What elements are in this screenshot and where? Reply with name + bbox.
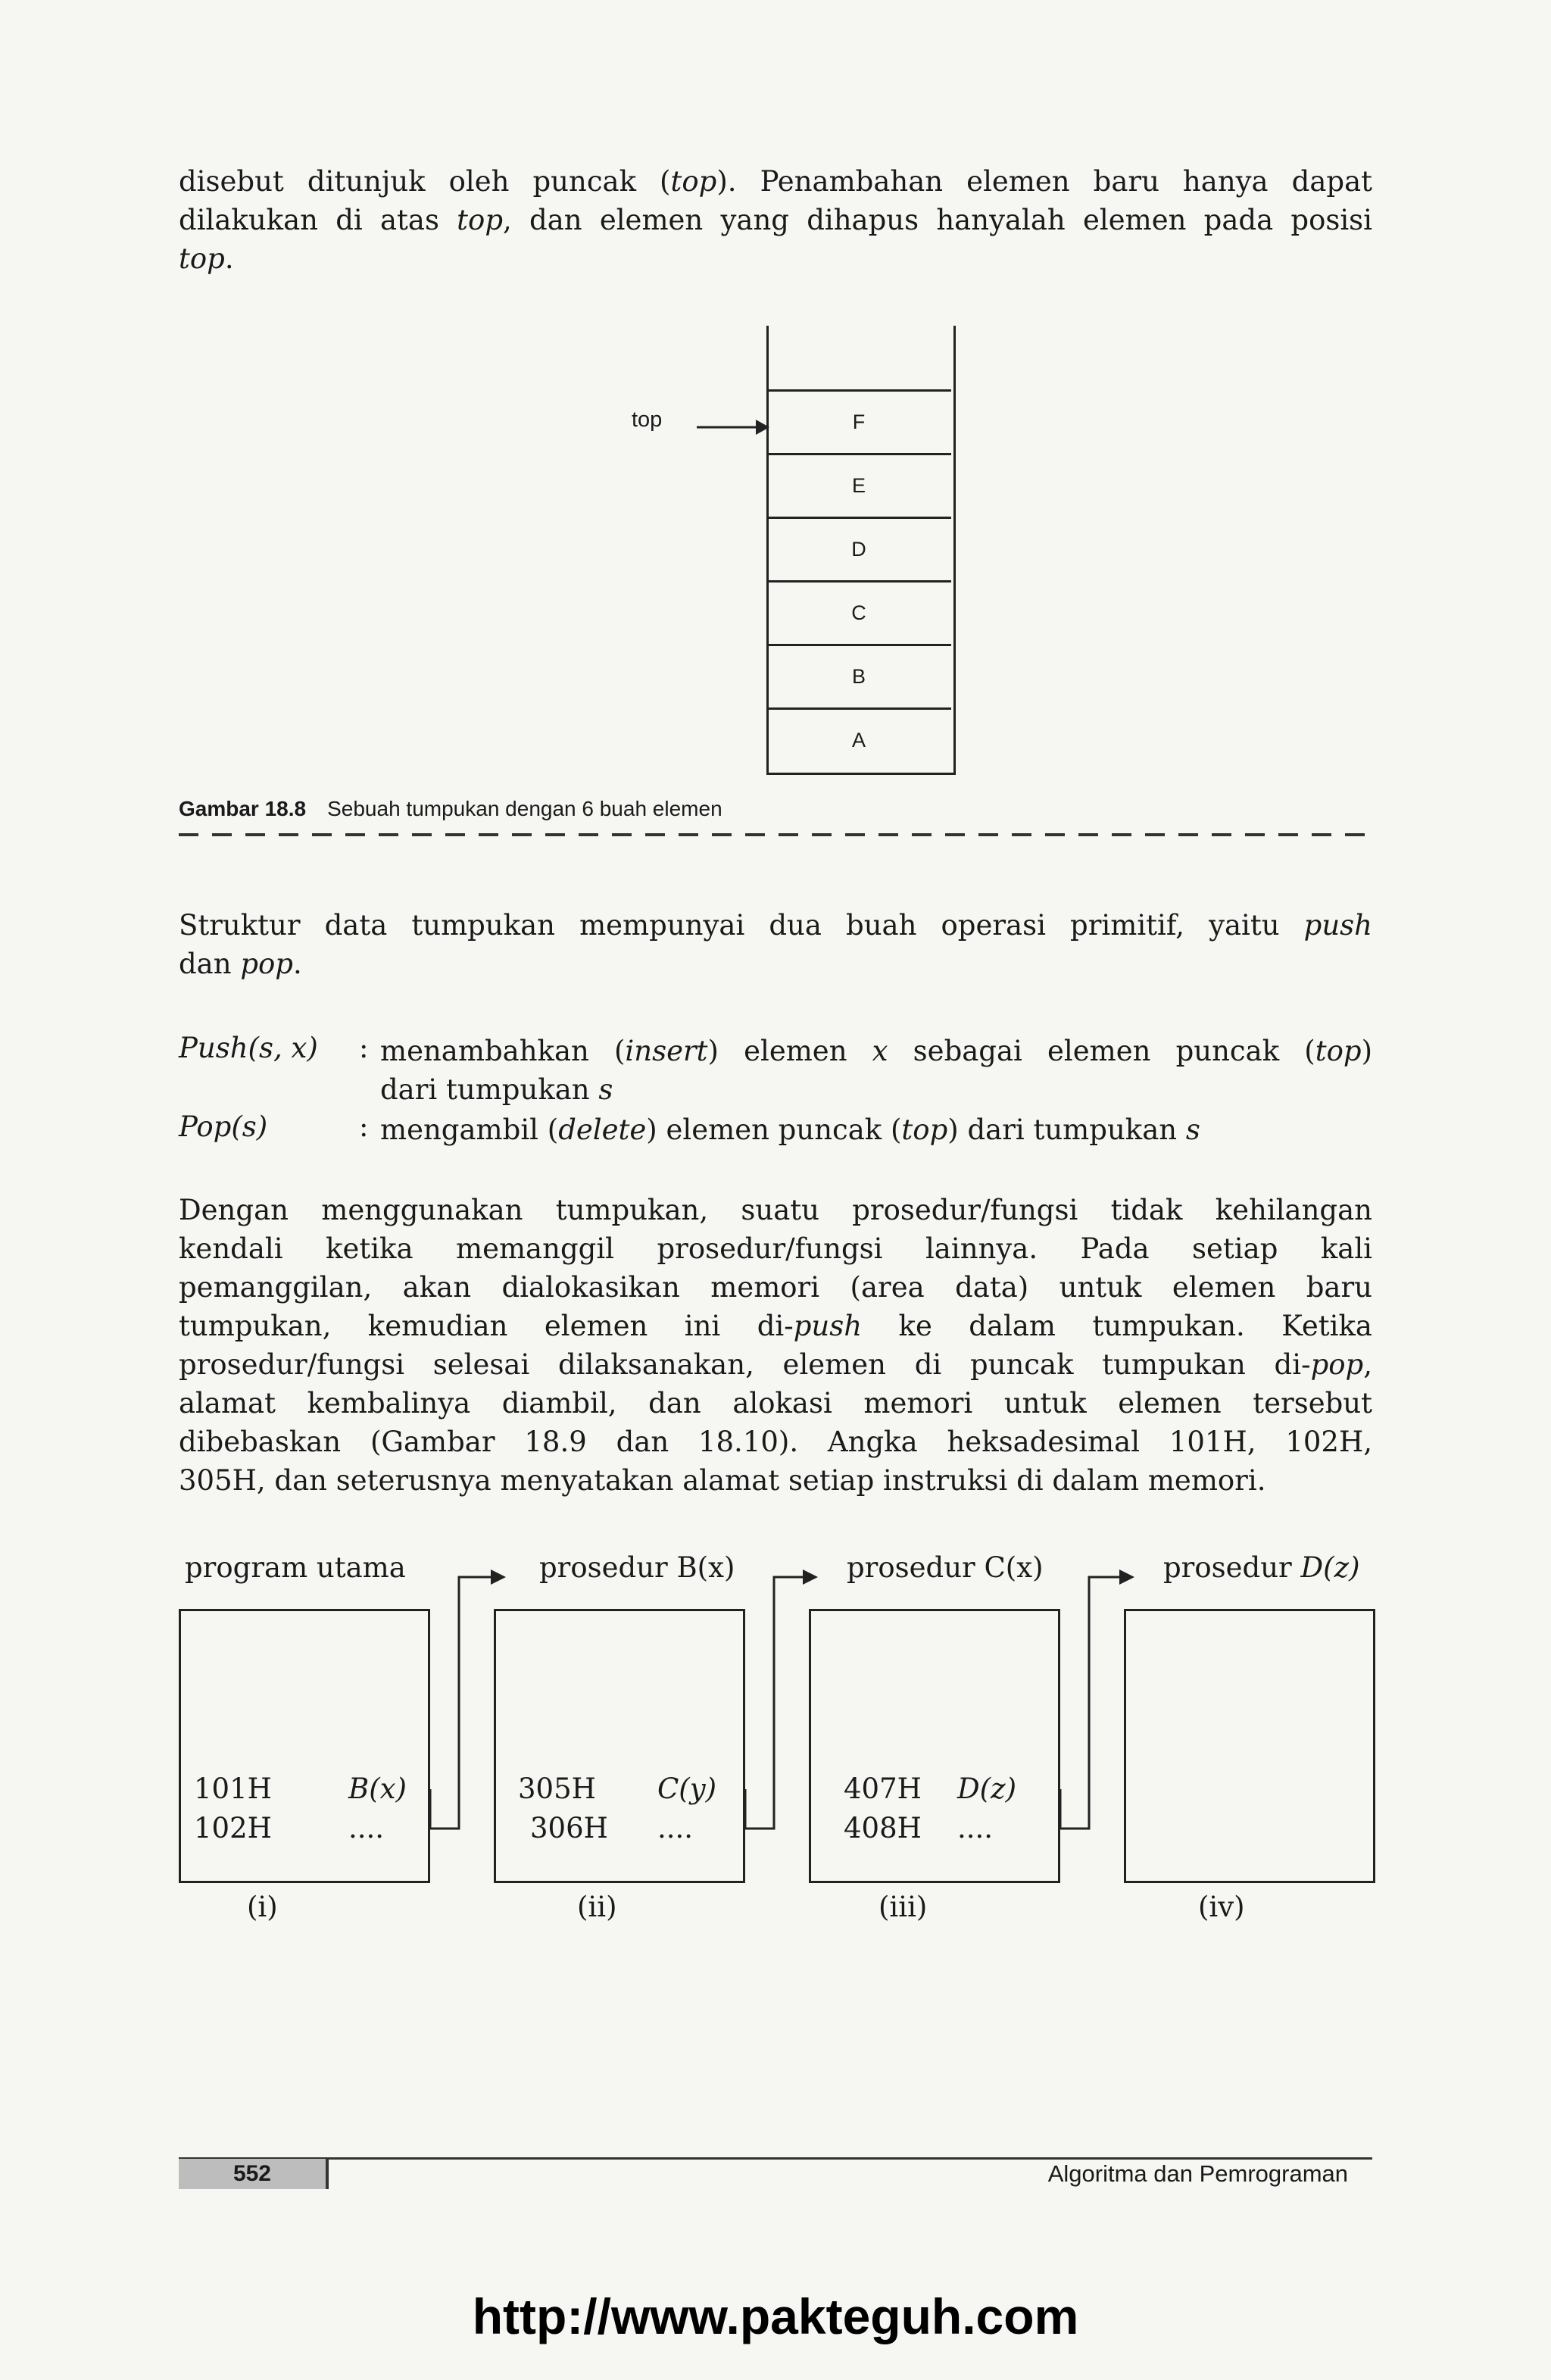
call-bx: B(x): [348, 1773, 407, 1805]
caption-number: Gambar 18.8: [179, 797, 307, 820]
pop-colon: :: [359, 1110, 369, 1143]
book-title: Algoritma dan Pemrograman: [1047, 2160, 1348, 2187]
pop-term: Pop(s): [179, 1110, 268, 1143]
top-pointer-arrow-icon: [697, 415, 769, 438]
stack-cell-d: D: [766, 517, 951, 580]
arrow-to-c-icon: [803, 1569, 818, 1585]
dengan-line-1: Dengan menggunakan tumpukan, suatu prosedur/fungsi tidak kehilangan: [179, 1194, 1372, 1226]
dengan-line-4: tumpukan, kemudian elemen ini di-push ke dalam tumpukan. Ketika: [179, 1310, 1372, 1342]
dots-b: ....: [657, 1812, 694, 1844]
top-pointer-label: top: [632, 408, 663, 432]
intro-line-2: dilakukan di atas top, dan elemen yang dihapus hanyalah elemen pada posisi: [179, 204, 1372, 236]
push-desc-line-1: menambahkan (insert) elemen x sebagai elemen puncak (top): [380, 1035, 1372, 1067]
figure-caption: [179, 797, 722, 821]
addr-408h: 408H: [844, 1812, 922, 1844]
struktur-line-1: Struktur data tumpukan mempunyai dua buah operasi primitif, yaitu push: [179, 909, 1372, 942]
push-description: [380, 1032, 1372, 1109]
struktur-line-2: dan pop.: [179, 948, 302, 980]
proc-title-d: prosedur D(z): [1163, 1551, 1360, 1584]
intro-paragraph: [179, 162, 1372, 278]
caption-divider: [179, 833, 1372, 836]
intro-line-3: top.: [179, 242, 234, 275]
label-iii: (iii): [878, 1891, 928, 1923]
addr-306h: 306H: [530, 1812, 608, 1844]
arrow-to-d-icon: [1119, 1569, 1134, 1585]
footer-rule: [179, 2157, 1372, 2160]
label-ii: (ii): [577, 1891, 617, 1923]
stack-cell-b: B: [766, 644, 951, 707]
dengan-line-5: prosedur/fungsi selesai dilaksanakan, elemen di puncak tumpukan di-pop,: [179, 1348, 1372, 1381]
dengan-line-8: 305H, dan seterusnya menyatakan alamat setiap instruksi di dalam memori.: [179, 1464, 1266, 1497]
struktur-paragraph: [179, 906, 1372, 983]
dengan-line-6: alamat kembalinya diambil, dan alokasi memori untuk elemen tersebut: [179, 1387, 1372, 1420]
page-number-divider: [326, 2159, 329, 2189]
push-desc-line-2: dari tumpukan s: [380, 1073, 613, 1106]
push-colon: :: [359, 1032, 369, 1064]
addr-407h: 407H: [844, 1773, 922, 1805]
stack-cell-a: A: [766, 707, 951, 771]
dengan-line-7: dibebaskan (Gambar 18.9 dan 18.10). Angka heksadesimal 101H, 102H,: [179, 1426, 1372, 1458]
stack-cell-f: F: [766, 389, 951, 453]
caption-text: Sebuah tumpukan dengan 6 buah elemen: [327, 797, 722, 820]
proc-title-main: program utama: [185, 1551, 406, 1584]
call-dz: D(z): [957, 1773, 1017, 1805]
dots-c: ....: [957, 1812, 994, 1844]
addr-102h: 102H: [194, 1812, 272, 1844]
pop-desc-line-1: mengambil (delete) elemen puncak (top) dari tumpukan s: [380, 1113, 1200, 1146]
proc-title-c: prosedur C(x): [847, 1551, 1044, 1584]
call-connector-lines: [0, 1560, 1551, 1841]
proc-title-b: prosedur B(x): [539, 1551, 735, 1584]
addr-305h: 305H: [518, 1773, 596, 1805]
dengan-paragraph: [179, 1191, 1372, 1500]
watermark-url: http://www.pakteguh.com: [472, 2288, 1079, 2344]
label-iv: (iv): [1198, 1891, 1245, 1923]
call-cy: C(y): [657, 1773, 717, 1805]
dots-main: ....: [348, 1812, 385, 1844]
addr-101h: 101H: [194, 1773, 272, 1805]
stack-cell-e: E: [766, 453, 951, 517]
push-term: Push(s, x): [179, 1032, 318, 1064]
page-number: 552: [179, 2159, 327, 2189]
dengan-line-2: kendali ketika memanggil prosedur/fungsi lainnya. Pada setiap kali: [179, 1232, 1372, 1265]
arrow-to-b-icon: [491, 1569, 506, 1585]
intro-line-1: disebut ditunjuk oleh puncak (top). Penambahan elemen baru hanya dapat: [179, 165, 1372, 198]
stack-cell-c: C: [766, 580, 951, 644]
pop-description: [380, 1110, 1372, 1149]
label-i: (i): [247, 1891, 278, 1923]
dengan-line-3: pemanggilan, akan dialokasikan memori (area data) untuk elemen baru: [179, 1271, 1372, 1304]
